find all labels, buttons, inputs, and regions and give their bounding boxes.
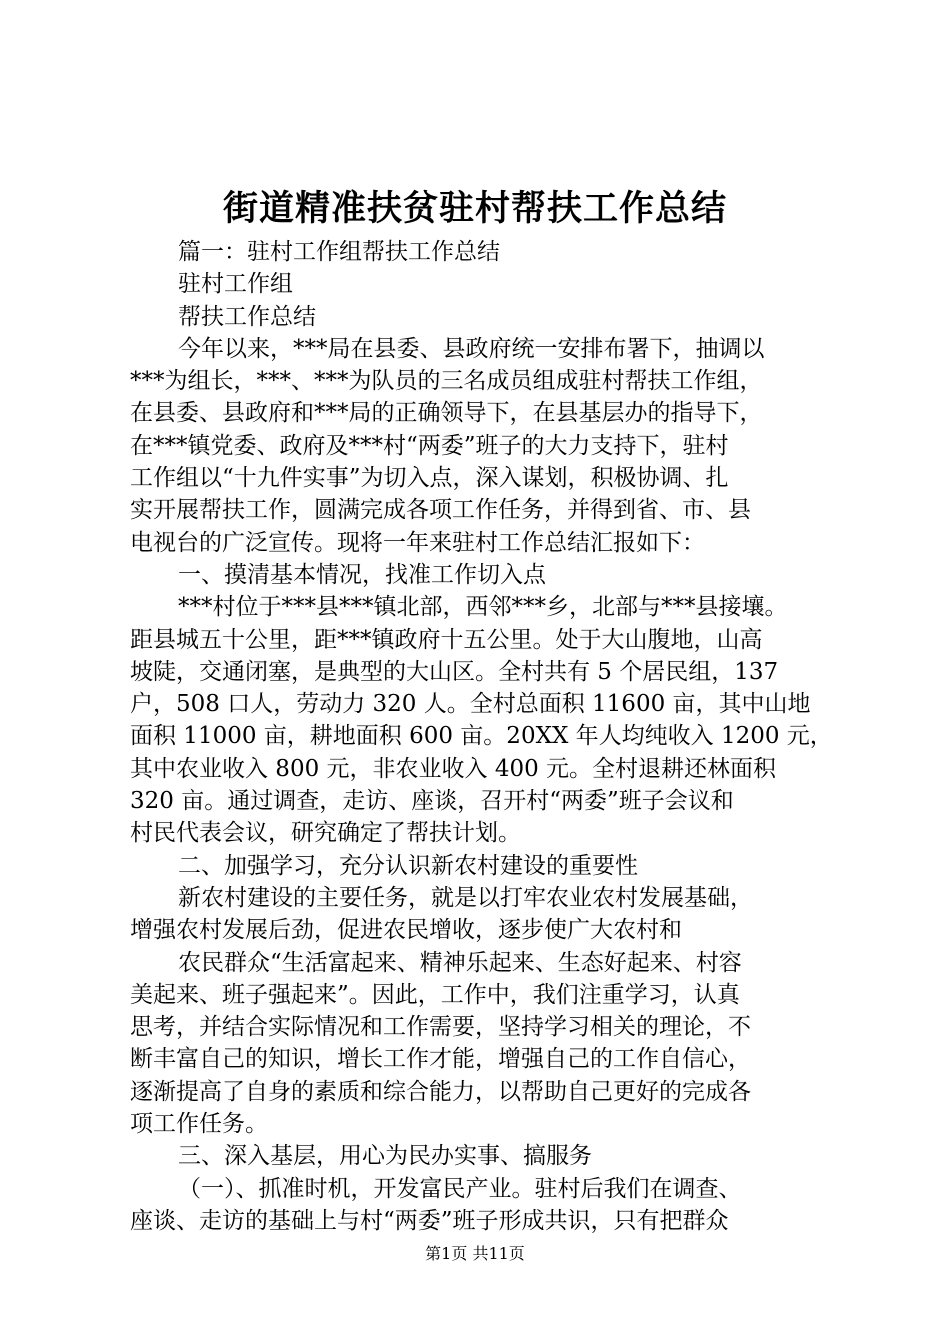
body-line: ***村位于***县***镇北部，西邻***乡，北部与***县接壤。: [178, 594, 788, 621]
body-line: 坡陡，交通闭塞，是典型的大山区。全村共有 5 个居民组，137: [130, 658, 779, 685]
body-line: 今年以来，***局在县委、县政府统一安排布署下，抽调以: [178, 335, 765, 362]
body-line: 实开展帮扶工作，圆满完成各项工作任务，并得到省、市、县: [130, 497, 751, 524]
body-line: 二、加强学习，充分认识新农村建设的重要性: [178, 852, 638, 879]
body-line: 面积 11000 亩，耕地面积 600 亩。20XX 年人均纯收入 1200 元，: [130, 723, 833, 750]
body-line: 逐渐提高了自身的素质和综合能力，以帮助自己更好的完成各: [130, 1078, 751, 1105]
document-title: 街道精准扶贫驻村帮扶工作总结: [222, 188, 727, 229]
body-line: 户，508 口人，劳动力 320 人。全村总面积 11600 亩，其中山地: [130, 691, 811, 718]
body-line: 电视台的广泛宣传。现将一年来驻村工作总结汇报如下：: [130, 529, 705, 556]
body-line: 驻村工作组: [178, 271, 293, 298]
body-line: 在县委、县政府和***局的正确领导下，在县基层办的指导下，: [130, 400, 763, 427]
body-line: 距县城五十公里，距***镇政府十五公里。处于大山腹地，山高: [130, 626, 763, 653]
body-line: 座谈、走访的基础上与村“两委”班子形成共识，只有把群众: [130, 1207, 729, 1234]
body-line: 增强农村发展后劲，促进农民增收，逐步使广大农村和: [130, 917, 682, 944]
body-line: 美起来、班子强起来”。因此，工作中，我们注重学习，认真: [130, 981, 740, 1008]
body-line: 思考，并结合实际情况和工作需要，坚持学习相关的理论，不: [130, 1014, 751, 1041]
body-line: 一、摸清基本情况，找准工作切入点: [178, 561, 546, 588]
page-footer: 第1页 共11页: [425, 1244, 525, 1263]
body-line: ***为组长，***、***为队员的三名成员组成驻村帮扶工作组，: [130, 368, 763, 395]
body-line: 三、深入基层，用心为民办实事、搞服务: [178, 1143, 592, 1170]
body-line: （一）、抓准时机，开发富民产业。驻村后我们在调查、: [178, 1175, 742, 1202]
document-body: [130, 236, 833, 1237]
body-line: 320 亩。通过调查，走访、座谈，召开村“两委”班子会议和: [130, 788, 734, 815]
body-line: 篇一：驻村工作组帮扶工作总结: [178, 239, 500, 265]
body-line: 断丰富自己的知识，增长工作才能，增强自己的工作自信心，: [130, 1046, 751, 1073]
body-line: 其中农业收入 800 元，非农业收入 400 元。全村退耕还林面积: [130, 755, 777, 782]
body-line: 村民代表会议，研究确定了帮扶计划。: [130, 820, 521, 847]
body-line: 在***镇党委、政府及***村“两委”班子的大力支持下，驻村: [130, 432, 729, 459]
body-line: 工作组以“十九件实事”为切入点，深入谋划，积极协调、扎: [130, 465, 729, 492]
body-line: 新农村建设的主要任务，就是以打牢农业农村发展基础，: [178, 884, 753, 911]
body-line: 项工作任务。: [130, 1111, 268, 1138]
body-line: 帮扶工作总结: [178, 303, 316, 330]
body-line: 农民群众“生活富起来、精神乐起来、生态好起来、村容: [178, 949, 742, 976]
